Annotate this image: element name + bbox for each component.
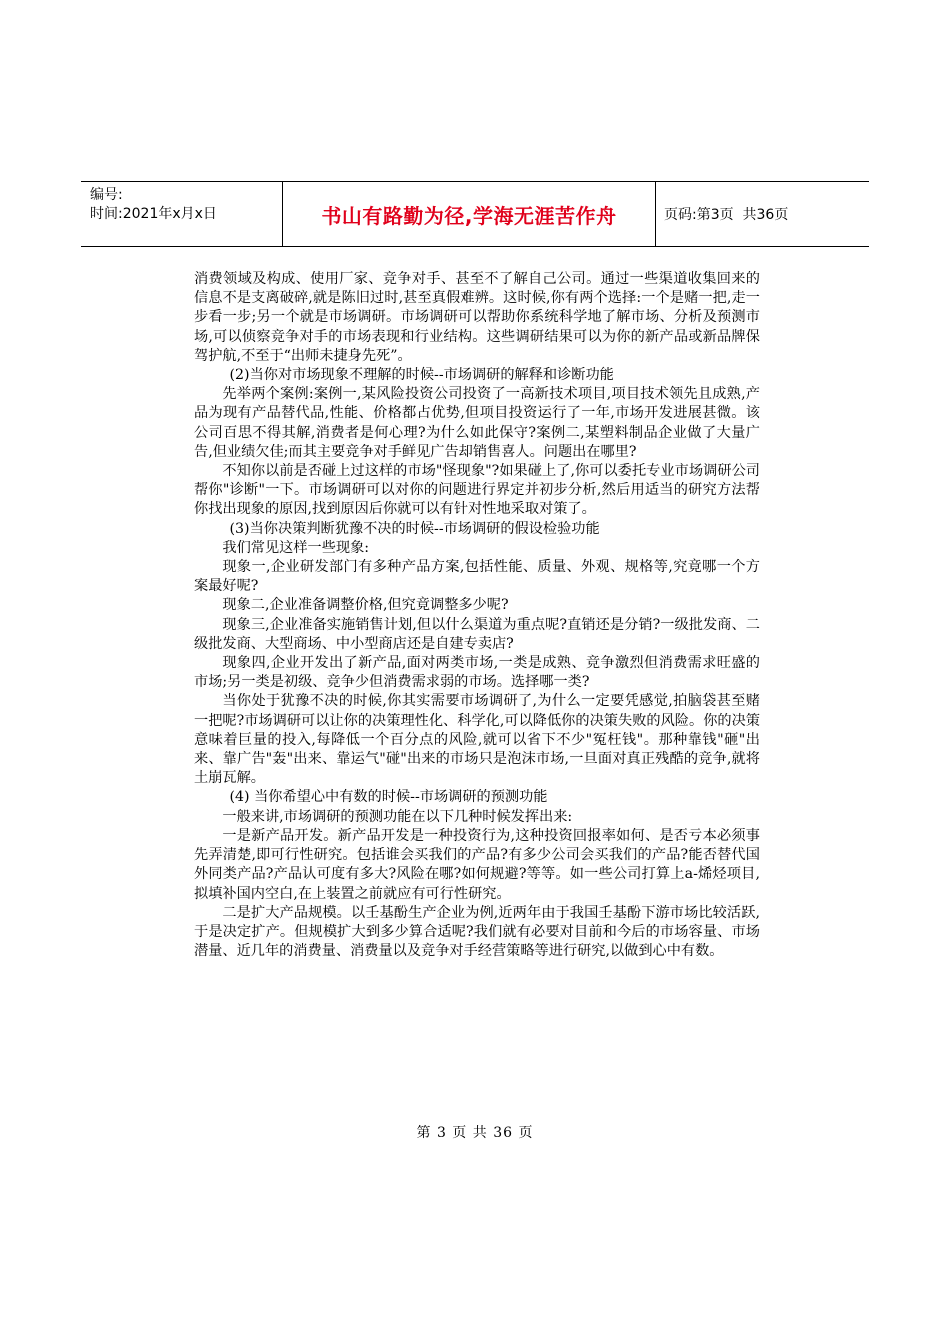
paragraph: 先举两个案例:案例一,某风险投资公司投资了一高新技术项目,项目技术领先且成熟,产品为现有产品替代品,性能、价格都占优势,但项目投资运行了一年,市场开发进展甚微。该公司百思不得其解,消费者是何心理?为什么如此保守?案例二,某塑料制品企业做了大量广告,但业绩欠佳;而其主要竞争对手鲜见广告却销售喜人。问题出在哪里?	[194, 386, 760, 460]
page-footer: 第 3 页 共 36 页	[416, 1125, 534, 1141]
paragraph: 一般来讲,市场调研的预测功能在以下几种时候发挥出来:	[222, 808, 573, 825]
paragraph: 现象一,企业研发部门有多种产品方案,包括性能、质量、外观、规格等,究竟哪一个方案最好呢?	[194, 559, 760, 595]
paragraph: 二是扩大产品规模。以壬基酚生产企业为例,近两年由于我国壬基酚下游市场比较活跃,于是决定扩产。但规模扩大到多少算合适呢?我们就有必要对目前和今后的市场容量、市场潜量、近几年的消费量、消费量以及竞争对手经营策略等进行研究,以做到心中有数。	[194, 904, 760, 960]
document-header	[81, 181, 869, 247]
paragraph: 当你处于犹豫不决的时候,你其实需要市场调研了,为什么一定要凭感觉,拍脑袋甚至赌一把呢?市场调研可以让你的决策理性化、科学化,可以降低你的决策失败的风险。你的决策意味着巨量的投入,每降低一个百分点的风险,就可以省下不少"冤枉钱"。那种靠钱"砸"出来、靠广告"轰"出来、靠运气"碰"出来的市场只是泡沫市场,一旦面对真正残酷的竞争,就将土崩瓦解。	[194, 693, 760, 787]
time-label: 时间:2021年x月x日	[90, 206, 217, 222]
number-label: 编号:	[90, 187, 123, 203]
paragraph: 现象二,企业准备调整价格,但究竟调整多少呢?	[222, 597, 509, 614]
paragraph: 现象四,企业开发出了新产品,面对两类市场,一类是成熟、竞争激烈但消费需求旺盛的市场;另一类是初级、竞争少但消费需求弱的市场。选择哪一类?	[194, 655, 760, 691]
header-page-info	[656, 182, 869, 246]
section-heading-3: (3)当你决策判断犹豫不决的时候--市场调研的假设检验功能	[229, 520, 600, 537]
header-motto: 书山有路勤为径,学海无涯苦作舟	[283, 182, 656, 246]
paragraph: 不知你以前是否碰上过这样的市场"怪现象"?如果碰上了,你可以委托专业市场调研公司帮你"诊断"一下。市场调研可以对你的问题进行界定并初步分析,然后用适当的研究方法帮你找出现象的原因,找到原因后你就可以有针对性地采取对策了。	[194, 463, 760, 518]
body-text	[194, 270, 760, 961]
paragraph: 我们常见这样一些现象:	[222, 539, 370, 556]
paragraph: 现象三,企业准备实施销售计划,但以什么渠道为重点呢?直销还是分销?一级批发商、二级批发商、大型商场、中小型商店还是自建专卖店?	[194, 616, 760, 652]
paragraph: 消费领域及构成、使用厂家、竞争对手、甚至不了解自己公司。通过一些渠道收集回来的信息不是支离破碎,就是陈旧过时,甚至真假难辨。这时候,你有两个选择:一个是赌一把,走一步看一步;另一个就是市场调研。市场调研可以帮助你系统科学地了解市场、分析及预测市场,可以侦察竞争对手的市场表现和行业结构。这些调研结果可以为你的新产品或新品牌保驾护航,不至于“出师未捷身先死”。	[194, 271, 760, 364]
page-info-label: 页码:第3页 共36页	[664, 207, 789, 223]
section-heading-2: (2)当你对市场现象不理解的时候--市场调研的解释和诊断功能	[229, 367, 614, 384]
paragraph: 一是新产品开发。新产品开发是一种投资行为,这种投资回报率如何、是否亏本必须事先弄清楚,即可行性研究。包括谁会买我们的产品?有多少公司会买我们的产品?能否替代国外同类产品?产品认可度有多大?风险在哪?如何规避?等等。如一些公司打算上a-烯烃项目,拟填补国内空白,在上装置之前就应有可行性研究。	[194, 827, 760, 902]
header-meta	[81, 182, 283, 246]
section-heading-4: (4) 当你希望心中有数的时候--市场调研的预测功能	[229, 789, 548, 806]
